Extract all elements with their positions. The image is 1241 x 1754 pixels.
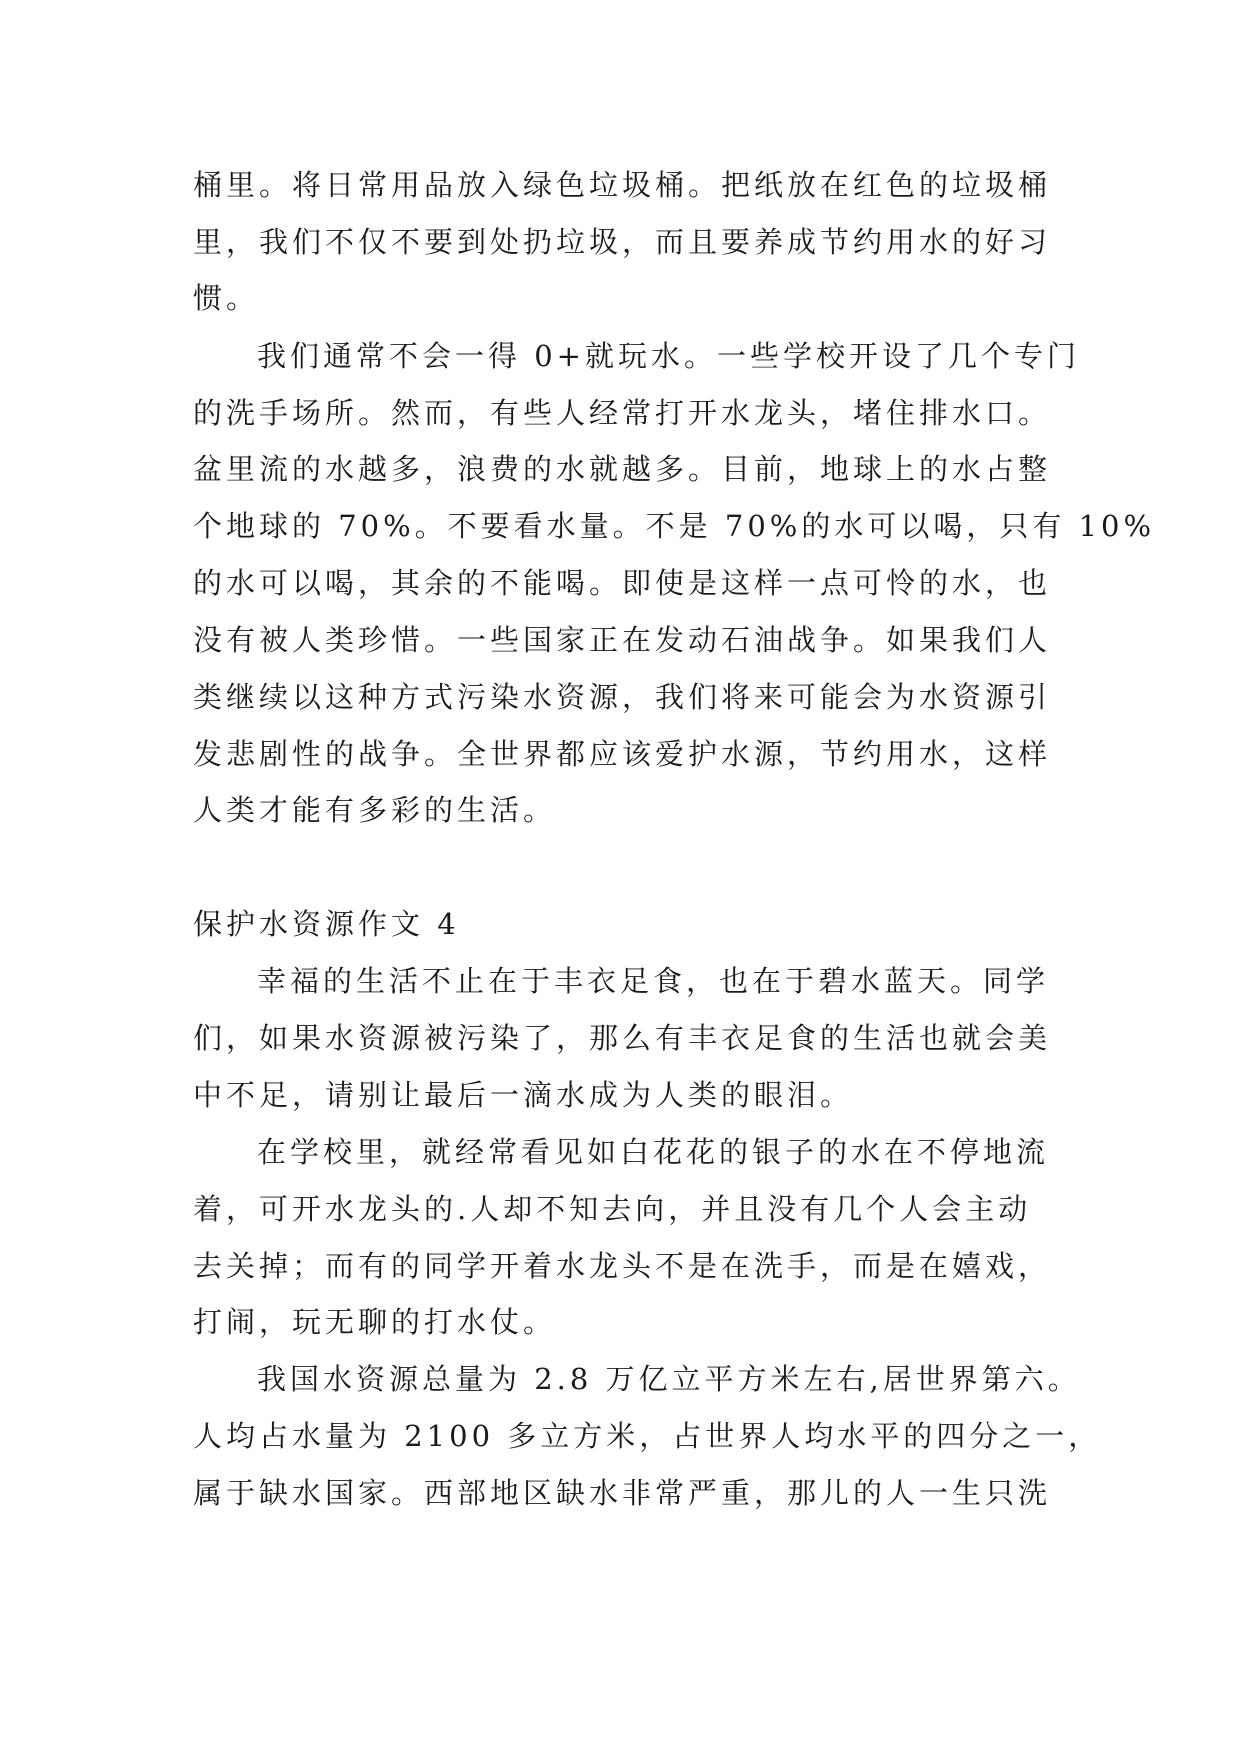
- text-line: 的水可以喝，其余的不能喝。即使是这样一点可怜的水，也: [193, 566, 1052, 600]
- text-line: 惯。: [193, 281, 260, 315]
- text-line: 里，我们不仅不要到处扔垃圾，而且要养成节约用水的好习: [193, 225, 1052, 259]
- text-line: 属于缺水国家。西部地区缺水非常严重，那儿的人一生只洗: [193, 1476, 1052, 1510]
- section-heading: 保护水资源作文 4: [193, 907, 460, 941]
- text-line: 类继续以这种方式污染水资源，我们将来可能会为水资源引: [193, 680, 1052, 714]
- text-line: 们，如果水资源被污染了，那么有丰衣足食的生活也就会美: [193, 1021, 1052, 1055]
- text-line: 个地球的 70%。不要看水量。不是 70%的水可以喝，只有 10%: [193, 509, 1156, 543]
- text-line: 没有被人类珍惜。一些国家正在发动石油战争。如果我们人: [193, 623, 1052, 657]
- text-line: 桶里。将日常用品放入绿色垃圾桶。把纸放在红色的垃圾桶: [193, 168, 1052, 202]
- paragraph-first-line: 我国水资源总量为 2.8 万亿立平方米左右,居世界第六。: [257, 1362, 1081, 1396]
- text-line: 发悲剧性的战争。全世界都应该爱护水源，节约用水，这样: [193, 737, 1052, 771]
- text-line: 的洗手场所。然而，有些人经常打开水龙头，堵住排水口。: [193, 396, 1052, 430]
- text-line: 人均占水量为 2100 多立方米，占世界人均水平的四分之一，: [193, 1419, 1102, 1453]
- paragraph-first-line: 幸福的生活不止在于丰衣足食，也在于碧水蓝天。同学: [257, 964, 1050, 998]
- paragraph-first-line: 在学校里，就经常看见如白花花的银子的水在不停地流: [257, 1135, 1050, 1169]
- text-line: 着，可开水龙头的.人却不知去向，并且没有几个人会主动: [193, 1192, 1032, 1226]
- text-line: 盆里流的水越多，浪费的水就越多。目前，地球上的水占整: [193, 452, 1052, 486]
- text-line: 去关掉；而有的同学开着水龙头不是在洗手，而是在嬉戏，: [193, 1249, 1052, 1283]
- paragraph-first-line: 我们通常不会一得 0+就玩水。一些学校开设了几个专门: [257, 339, 1080, 373]
- text-line: 打闹，玩无聊的打水仗。: [193, 1305, 557, 1339]
- text-line: 中不足，请别让最后一滴水成为人类的眼泪。: [193, 1078, 854, 1112]
- text-line: 人类才能有多彩的生活。: [193, 793, 557, 827]
